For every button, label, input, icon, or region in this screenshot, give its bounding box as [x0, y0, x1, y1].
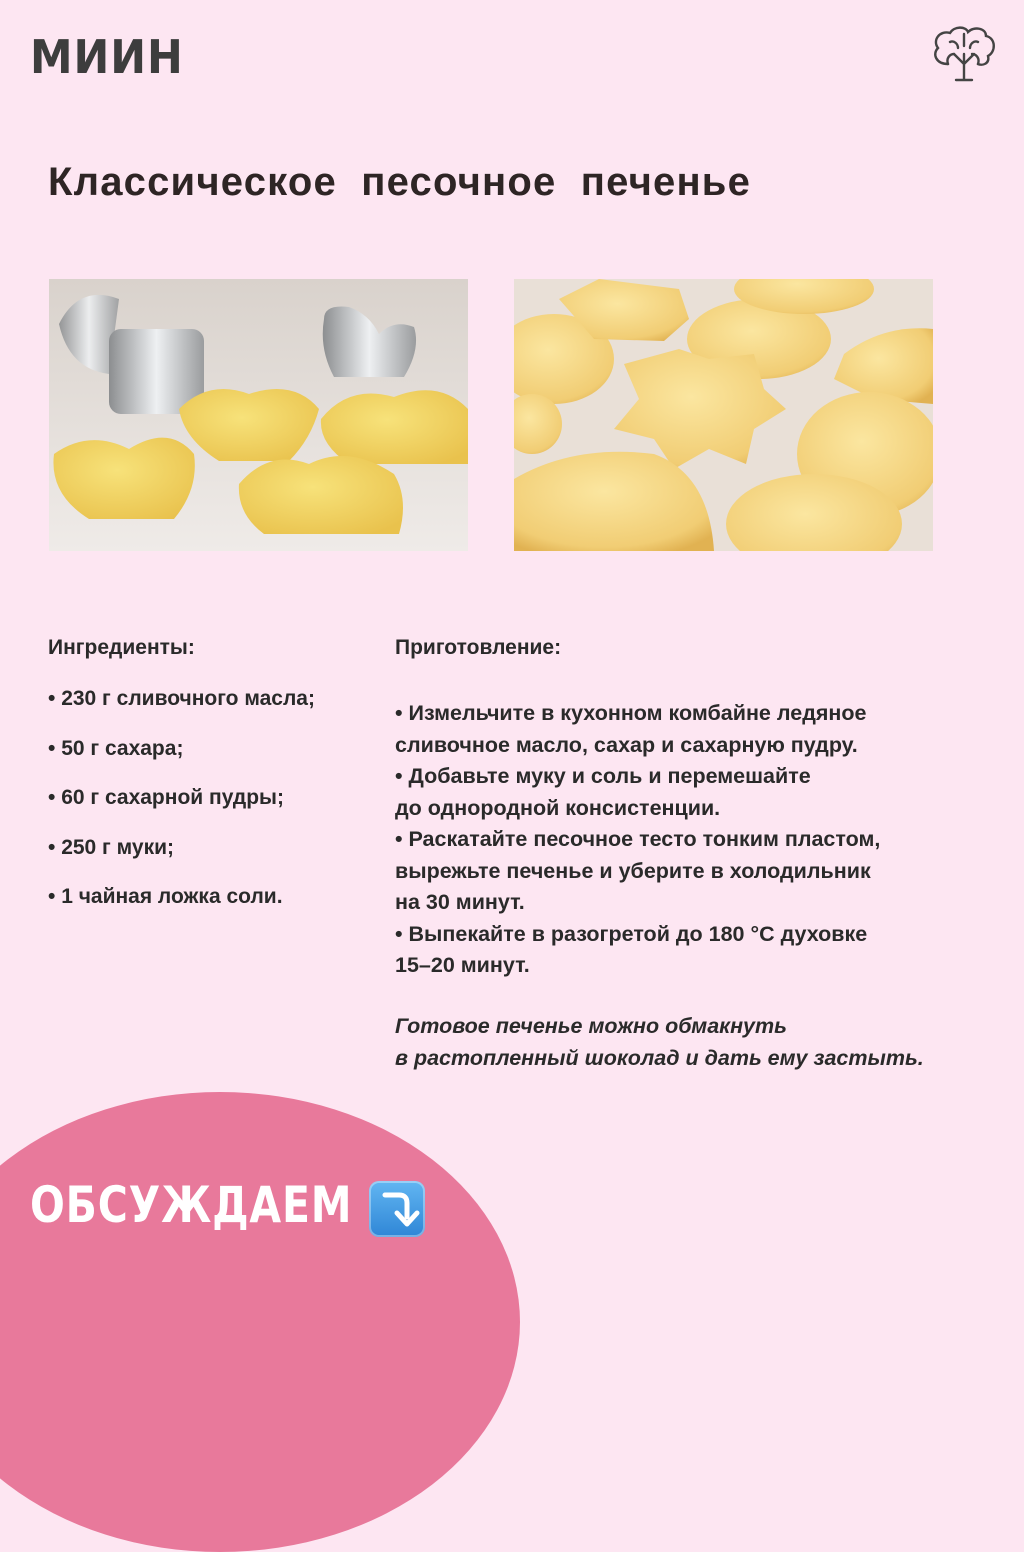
dough-cutouts-photo: [49, 279, 468, 551]
baked-cookies-photo: [514, 279, 933, 551]
preparation-heading: Приготовление:: [395, 636, 562, 659]
ingredient-item: • 50 г сахара;: [48, 734, 315, 784]
page-title: Классическое песочное печенье: [48, 160, 752, 204]
step-line: 15–20 минут.: [395, 953, 530, 977]
step-line: до однородной консистенции.: [395, 795, 721, 820]
preparation-step: [395, 761, 995, 824]
step-line: • Раскатайте песочное тесто тонким пластом,: [395, 827, 881, 851]
ingredients-list: [48, 684, 315, 932]
note-line: Готовое печенье можно обмакнуть: [395, 1014, 787, 1038]
note-line: в растопленный шоколад и дать ему застыть.: [395, 1045, 924, 1070]
ingredient-item: • 250 г муки;: [48, 833, 315, 883]
ingredient-item: • 230 г сливочного масла;: [48, 684, 315, 734]
discuss-label: ОБСУЖДАЕМ: [30, 1176, 353, 1234]
brand-logo: МИИН: [30, 30, 184, 84]
preparation-steps: [395, 698, 995, 982]
ingredient-item: • 60 г сахарной пудры;: [48, 783, 315, 833]
step-line: сливочное масло, сахар и сахарную пудру.: [395, 732, 858, 757]
serving-note: [395, 1011, 924, 1074]
preparation-step: [395, 919, 995, 982]
step-line: • Добавьте муку и соль и перемешайте: [395, 764, 811, 788]
cta-background-shape: [0, 1092, 520, 1552]
preparation-step: [395, 698, 995, 761]
step-line: вырежьте печенье и уберите в холодильник: [395, 858, 871, 883]
brain-tree-icon: [928, 24, 1000, 84]
step-line: • Выпекайте в разогретой до 180 °C духовке: [395, 921, 868, 946]
preparation-step: [395, 824, 995, 919]
ingredients-heading: Ингредиенты:: [48, 636, 195, 659]
arrow-down-right-icon[interactable]: [369, 1181, 425, 1237]
ingredient-item: • 1 чайная ложка соли.: [48, 882, 315, 932]
step-line: на 30 минут.: [395, 890, 525, 914]
step-line: • Измельчите в кухонном комбайне ледяное: [395, 701, 867, 725]
